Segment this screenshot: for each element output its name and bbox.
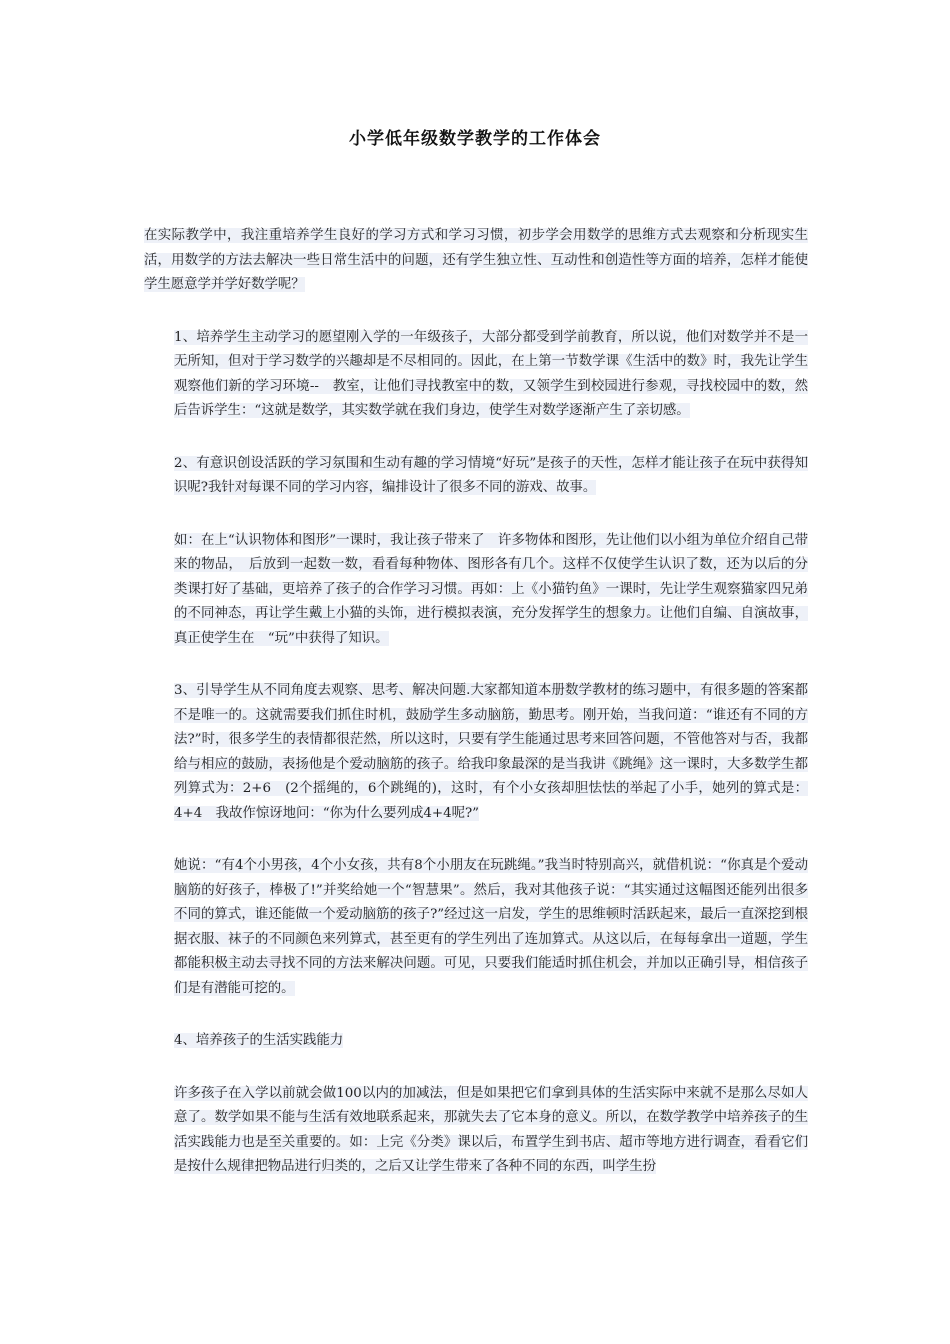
paragraph-text: 如：在上“认识物体和图形”一课时，我让孩子带来了 许多物体和图形，先让他们以小组为单位介绍自己带来的物品， 后放到一起数一数，看看每种物体、图形各有几个。这样不仅使学生认识了数，还为以后的分类课打好了基础，更培养了孩子的合作学习习惯。再如：上《小猫钓鱼》一课时，先让学生观察猫家四兄弟的不同神态，再让学生戴上小猫的头饰，进行模拟表演，充分发挥学生的想象力。让他们自编、自演故事，真正使学生在 “玩”中获得了知识。	[174, 532, 808, 646]
paragraph-intro	[144, 224, 808, 298]
paragraph-section-3	[144, 679, 808, 826]
paragraph-section-1	[144, 326, 808, 424]
paragraph-section-4-heading	[144, 1029, 808, 1054]
paragraph-text: 2、有意识创设活跃的学习氛围和生动有趣的学习情境“好玩”是孩子的天性，怎样才能让孩子在玩中获得知识呢?我针对每课不同的学习内容，编排设计了很多不同的游戏、故事。	[174, 455, 808, 495]
paragraph-text: 1、培养学生主动学习的愿望刚入学的一年级孩子，大部分都受到学前教育，所以说，他们对数学并不是一无所知，但对于学习数学的兴趣却是不尽相同的。因此，在上第一节数学课《生活中的数》时，我先让学生观察他们新的学习环境-- 教室，让他们寻找教室中的数，又领学生到校园进行参观，寻找校园中的数，然后告诉学生：“这就是数学，其实数学就在我们身边，使学生对数学逐渐产生了亲切感。	[174, 329, 808, 418]
paragraph-section-4-body	[144, 1082, 808, 1180]
paragraph-text: 她说：“有4个小男孩，4个小女孩，共有8个小朋友在玩跳绳。”我当时特别高兴，就借机说：“你真是个爱动脑筋的好孩子，棒极了!”并奖给她一个“智慧果”。然后，我对其他孩子说：“其实通过这幅图还能列出很多不同的算式，谁还能做一个爱动脑筋的孩子?”经过这一启发，学生的思维顿时活跃起来，最后一直深挖到根据衣服、袜子的不同颜色来列算式，甚至更有的学生列出了连加算式。从这以后，在每每拿出一道题，学生都能积极主动去寻找不同的方法来解决问题。可见，只要我们能适时抓住机会，并加以正确引导，相信孩子们是有潜能可挖的。	[174, 858, 808, 996]
page-title: 小学低年级数学教学的工作体会	[349, 129, 601, 149]
paragraph-text: 4、培养孩子的生活实践能力	[174, 1033, 344, 1048]
paragraph-text: 许多孩子在入学以前就会做100以内的加减法，但是如果把它们拿到具体的生活实际中来就不是那么尽如人意了。数学如果不能与生活有效地联系起来，那就失去了它本身的意义。所以，在数学教学中培养孩子的生活实践能力也是至关重要的。如：上完《分类》课以后，布置学生到书店、超市等地方进行调查，看看它们是按什么规律把物品进行归类的，之后又让学生带来了各种不同的东西，叫学生扮	[174, 1085, 808, 1174]
paragraph-text: 3、引导学生从不同角度去观察、思考、解决问题.大家都知道本册数学教材的练习题中，有很多题的答案都不是唯一的。这就需要我们抓住时机，鼓励学生多动脑筋，勤思考。刚开始，当我问道：“谁还有不同的方法?”时，很多学生的表情都很茫然，所以这时，只要有学生能通过思考来回答问题，不管他答对与否，我都给与相应的鼓励，表扬他是个爱动脑筋的孩子。给我印象最深的是当我讲《跳绳》这一课时，大多数学生都列算式为：2+6 (2个摇绳的，6个跳绳的)，这时，有个小女孩却胆怯怯的举起了小手，她列的算式是：4+4 我故作惊讶地问：“你为什么要列成4+4呢?”	[174, 683, 808, 821]
paragraph-text: 在实际教学中，我注重培养学生良好的学习方式和学习习惯，初步学会用数学的思维方式去观察和分析现实生活，用数学的方法去解决一些日常生活中的问题，还有学生独立性、互动性和创造性等方面的培养，怎样才能使学生愿意学并学好数学呢？	[144, 228, 808, 292]
document-body	[144, 224, 808, 1208]
paragraph-example-shapes	[144, 529, 808, 652]
paragraph-section-2	[144, 452, 808, 501]
paragraph-girl-answer	[144, 854, 808, 1001]
